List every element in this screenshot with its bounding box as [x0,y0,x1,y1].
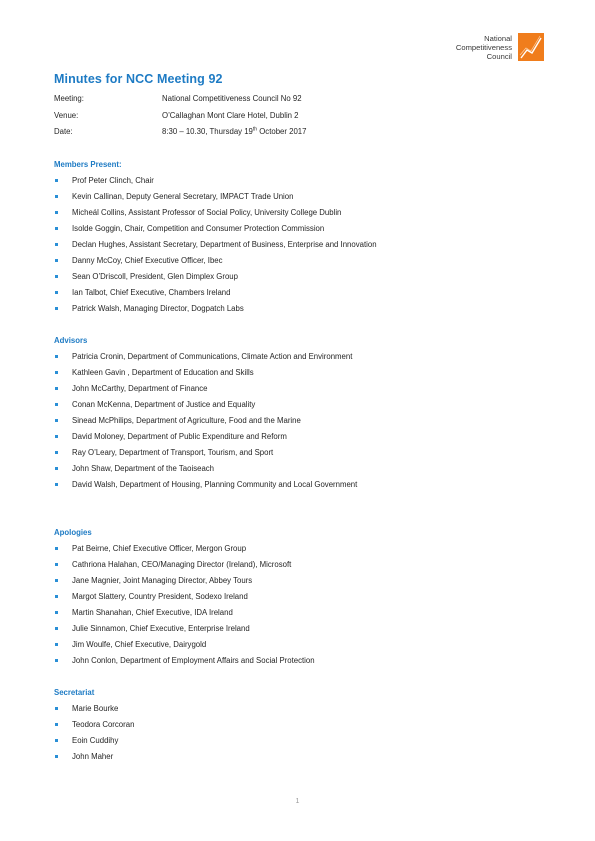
list-item [54,288,377,304]
list-item-text: Danny McCoy, Chief Executive Officer, Ibec [72,256,223,265]
list-item [54,448,357,464]
logo-text [456,34,512,61]
logo-line-2: Competitiveness [455,43,512,52]
list-item-text: Kevin Callinan, Deputy General Secretary, IMPACT Trade Union [72,192,294,201]
list-item [54,640,315,656]
list-item [54,544,315,560]
bullet-icon [55,371,58,374]
bullet-icon [55,355,58,358]
bullet-icon [55,755,58,758]
list-item [54,304,377,320]
bullet-icon [55,627,58,630]
list-item [54,720,134,736]
venue-value: O’Callaghan Mont Clare Hotel, Dublin 2 [162,110,299,120]
logo-line-3: Council [486,52,512,61]
list-item-text: John McCarthy, Department of Finance [72,384,208,393]
list-item [54,752,134,768]
list-item [54,368,357,384]
logo-line-1: National [484,34,512,43]
bullet-icon [55,259,58,262]
list-item-text: John Conlon, Department of Employment Affairs and Social Protection [72,656,315,665]
list-item-text: Sinead McPhilips, Department of Agriculture, Food and the Marine [72,416,301,425]
advisors-section [54,336,357,496]
list-item [54,480,357,496]
bullet-icon [55,387,58,390]
venue-label: Venue: [54,110,79,120]
list-item-text: Martin Shanahan, Chief Executive, IDA Ireland [72,608,233,617]
members-heading: Members Present: [54,160,122,169]
list-item [54,608,315,624]
secretariat-heading: Secretariat [54,688,95,697]
list-item-text: Teodora Corcoran [72,720,135,729]
bullet-icon [55,563,58,566]
list-item-text: John Shaw, Department of the Taoiseach [72,464,215,473]
list-item [54,656,315,672]
bullet-icon [55,179,58,182]
date-value-ordinal: th [252,126,258,133]
bullet-icon [55,451,58,454]
list-item-text: Julie Sinnamon, Chief Executive, Enterprise Ireland [72,624,250,633]
bullet-icon [55,419,58,422]
list-item-text: Eoin Cuddihy [72,736,119,745]
list-item-text: Ian Talbot, Chief Executive, Chambers Ireland [72,288,231,297]
date-label: Date: [54,127,73,136]
list-item-text: Prof Peter Clinch, Chair [72,176,154,185]
members-section [54,160,377,320]
list-item-text: Cathriona Halahan, CEO/Managing Director (Ireland), Microsoft [72,560,292,569]
list-item [54,208,377,224]
list-item [54,464,357,480]
meeting-value: National Competitiveness Council No 92 [162,94,302,103]
bullet-icon [55,611,58,614]
list-item-text: Conan McKenna, Department of Justice and Equality [72,400,256,409]
bullet-icon [55,307,58,310]
list-item-text: Ray O’Leary, Department of Transport, Tourism, and Sport [72,448,274,457]
list-item-text: Kathleen Gavin , Department of Education and Skills [72,368,254,377]
ncc-logo [452,34,544,62]
bullet-icon [55,467,58,470]
bullet-icon [55,195,58,198]
list-item [54,560,315,576]
list-item [54,256,377,272]
list-item [54,272,377,288]
bullet-icon [55,739,58,742]
members-list [54,176,377,320]
advisors-heading: Advisors [54,336,88,345]
list-item [54,352,357,368]
list-item [54,576,315,592]
list-item-text: Declan Hughes, Assistant Secretary, Department of Business, Enterprise and Innovation [72,240,377,249]
venue-row [54,111,306,128]
meeting-row [54,94,306,111]
list-item [54,416,357,432]
list-item-text: Micheál Collins, Assistant Professor of Social Policy, University College Dublin [72,208,342,217]
list-item-text: Jim Woulfe, Chief Executive, Dairygold [72,640,207,649]
list-item-text: Patrick Walsh, Managing Director, Dogpatch Labs [72,304,244,313]
bullet-icon [55,659,58,662]
list-item-text: Isolde Goggin, Chair, Competition and Consumer Protection Commission [72,224,325,233]
list-item-text: Sean O’Driscoll, President, Glen Dimplex Group [72,272,238,281]
list-item-text: Patricia Cronin, Department of Communications, Climate Action and Environment [72,352,353,361]
secretariat-section [54,688,134,768]
date-value-main: 8:30 – 10.30, Thursday 19 [162,127,253,136]
bullet-icon [55,435,58,438]
date-row [54,127,306,144]
list-item-text: David Moloney, Department of Public Expenditure and Reform [72,432,287,441]
list-item [54,400,357,416]
list-item [54,240,377,256]
list-item [54,432,357,448]
list-item-text: Pat Beirne, Chief Executive Officer, Mergon Group [72,544,247,553]
list-item-text: Jane Magnier, Joint Managing Director, Abbey Tours [72,576,253,585]
bullet-icon [55,723,58,726]
bullet-icon [55,483,58,486]
page-number: 1 [295,798,300,805]
advisors-list [54,352,357,496]
meeting-details [54,94,306,144]
apologies-section [54,528,315,672]
logo-mark-icon [518,33,544,61]
list-item-text: David Walsh, Department of Housing, Planning Community and Local Government [72,480,358,489]
apologies-heading: Apologies [54,528,92,537]
bullet-icon [55,243,58,246]
bullet-icon [55,403,58,406]
bullet-icon [55,547,58,550]
date-value [162,127,306,144]
list-item [54,624,315,640]
list-item [54,224,377,240]
bullet-icon [55,707,58,710]
list-item-text: Marie Bourke [72,704,119,713]
list-item [54,176,377,192]
list-item [54,192,377,208]
list-item-text: John Maher [72,752,114,761]
bullet-icon [55,227,58,230]
list-item-text: Margot Slattery, Country President, Sodexo Ireland [72,592,248,601]
apologies-list [54,544,315,672]
secretariat-list [54,704,134,768]
bullet-icon [55,579,58,582]
bullet-icon [55,211,58,214]
bullet-icon [55,291,58,294]
bullet-icon [55,275,58,278]
date-value-rest: October 2017 [257,127,307,136]
bullet-icon [55,643,58,646]
list-item [54,704,134,720]
list-item [54,736,134,752]
list-item [54,592,315,608]
meeting-label: Meeting: [54,94,84,103]
list-item [54,384,357,400]
bullet-icon [55,595,58,598]
page-title: Minutes for NCC Meeting 92 [54,72,223,86]
